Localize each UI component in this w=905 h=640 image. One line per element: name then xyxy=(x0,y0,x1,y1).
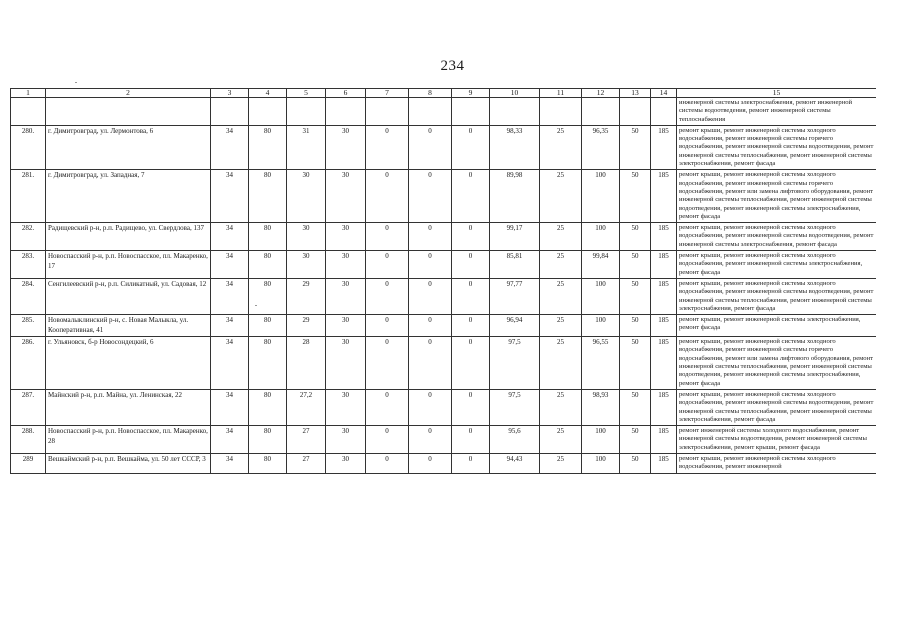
table-row xyxy=(11,251,877,279)
col-3-value: 34 xyxy=(211,278,249,314)
col-8-value: 0 xyxy=(409,278,452,314)
col-14-value: 185 xyxy=(651,453,677,473)
col-header: 5 xyxy=(287,89,326,98)
col-6-value: 30 xyxy=(326,453,366,473)
col-7-value: 0 xyxy=(366,251,409,279)
col-14-value: 185 xyxy=(651,337,677,390)
col-3-value: 34 xyxy=(211,337,249,390)
col-12-value: 99,84 xyxy=(582,251,620,279)
col-11-value: 25 xyxy=(540,125,582,169)
col-8-value: 0 xyxy=(409,223,452,251)
col-header: 14 xyxy=(651,89,677,98)
col-3-value: 34 xyxy=(211,315,249,337)
continuation-row xyxy=(11,98,877,126)
col-12-value: 96,35 xyxy=(582,125,620,169)
col-4-value: 80 xyxy=(249,251,287,279)
col-5-value: 31 xyxy=(287,125,326,169)
col-header: 15 xyxy=(677,89,877,98)
col-7-value: 0 xyxy=(366,170,409,223)
col-10-value: 97,5 xyxy=(490,389,540,425)
col-5-value: 30 xyxy=(287,251,326,279)
row-number: 289 xyxy=(11,453,46,473)
col-14-value: 185 xyxy=(651,426,677,454)
row-number: 288. xyxy=(11,426,46,454)
col-3-value: 34 xyxy=(211,251,249,279)
col-13-value: 50 xyxy=(620,170,651,223)
column-number-row xyxy=(11,89,877,98)
continuation-text: инженерной системы электроснабжения, ремонт инженерной системы водоотведения, ремонт инженерной системы теплоснабжения xyxy=(677,98,877,126)
col-11-value: 25 xyxy=(540,170,582,223)
address: Майнский р-н, р.п. Майна, ул. Ленинская, 22 xyxy=(46,389,211,425)
col-11-value: 25 xyxy=(540,251,582,279)
col-10-value: 98,33 xyxy=(490,125,540,169)
col-5-value: 27,2 xyxy=(287,389,326,425)
col-header: 13 xyxy=(620,89,651,98)
col-3-value: 34 xyxy=(211,453,249,473)
col-13-value: 50 xyxy=(620,389,651,425)
col-12-value: 100 xyxy=(582,223,620,251)
col-10-value: 89,98 xyxy=(490,170,540,223)
col-11-value: 25 xyxy=(540,315,582,337)
col-3-value: 34 xyxy=(211,426,249,454)
col-header: 3 xyxy=(211,89,249,98)
col-header: 12 xyxy=(582,89,620,98)
address: Новоспасский р-н, р.п. Новоспасское, пл. Макаренко, 17 xyxy=(46,251,211,279)
col-4-value: 80 xyxy=(249,125,287,169)
col-5-value: 29 xyxy=(287,278,326,314)
table-row xyxy=(11,278,877,314)
col-13-value: 50 xyxy=(620,453,651,473)
col-7-value: 0 xyxy=(366,389,409,425)
col-6-value: 30 xyxy=(326,426,366,454)
col-12-value: 100 xyxy=(582,426,620,454)
col-10-value: 97,77 xyxy=(490,278,540,314)
col-4-value: 80 xyxy=(249,453,287,473)
col-12-value: 100 xyxy=(582,170,620,223)
address: г. Ульяновск, б-р Новосондецкий, 6 xyxy=(46,337,211,390)
scan-speck xyxy=(75,82,77,83)
works-list: ремонт крыши, ремонт инженерной системы холодного водоснабжения, ремонт инженерной системы горячего водоснабжения, ремонт или замена лифтового оборудования, ремонт инженерной системы теплоснабжения, ремонт инженерной системы водоотведения, ремонт инженерной системы электроснабжения, ремонт фасада xyxy=(677,337,877,390)
address: Вешкаймский р-н, р.п. Вешкайма, ул. 50 лет СССР, 3 xyxy=(46,453,211,473)
works-list: ремонт крыши, ремонт инженерной системы холодного водоснабжения, ремонт инженерной xyxy=(677,453,877,473)
col-6-value: 30 xyxy=(326,278,366,314)
works-list: ремонт крыши, ремонт инженерной системы холодного водоснабжения, ремонт инженерной системы водоотведения, ремонт инженерной системы электроснабжения, ремонт фасада xyxy=(677,223,877,251)
col-7-value: 0 xyxy=(366,426,409,454)
col-13-value: 50 xyxy=(620,278,651,314)
col-8-value: 0 xyxy=(409,315,452,337)
col-7-value: 0 xyxy=(366,223,409,251)
col-4-value: 80 xyxy=(249,170,287,223)
col-4-value: 80 xyxy=(249,223,287,251)
col-header: 7 xyxy=(366,89,409,98)
col-10-value: 99,17 xyxy=(490,223,540,251)
col-5-value: 30 xyxy=(287,223,326,251)
col-9-value: 0 xyxy=(452,426,490,454)
row-number: 282. xyxy=(11,223,46,251)
col-7-value: 0 xyxy=(366,278,409,314)
col-header: 1 xyxy=(11,89,46,98)
col-3-value: 34 xyxy=(211,389,249,425)
col-11-value: 25 xyxy=(540,426,582,454)
col-14-value: 185 xyxy=(651,278,677,314)
row-number: 284. xyxy=(11,278,46,314)
repair-program-table xyxy=(10,88,876,474)
col-6-value: 30 xyxy=(326,337,366,390)
col-6-value: 30 xyxy=(326,315,366,337)
col-11-value: 25 xyxy=(540,223,582,251)
col-6-value: 30 xyxy=(326,223,366,251)
works-list: ремонт инженерной системы холодного водоснабжения, ремонт инженерной системы водоотведения, ремонт инженерной системы электроснабжения, ремонт крыши, ремонт фасада xyxy=(677,426,877,454)
col-11-value: 25 xyxy=(540,278,582,314)
col-12-value: 100 xyxy=(582,453,620,473)
col-12-value: 96,55 xyxy=(582,337,620,390)
table-row xyxy=(11,426,877,454)
col-5-value: 28 xyxy=(287,337,326,390)
col-6-value: 30 xyxy=(326,251,366,279)
col-5-value: 27 xyxy=(287,426,326,454)
col-3-value: 34 xyxy=(211,223,249,251)
col-10-value: 95,6 xyxy=(490,426,540,454)
col-13-value: 50 xyxy=(620,426,651,454)
col-4-value: 80 xyxy=(249,426,287,454)
col-4-value: 80 xyxy=(249,315,287,337)
col-9-value: 0 xyxy=(452,223,490,251)
col-13-value: 50 xyxy=(620,315,651,337)
row-number: 283. xyxy=(11,251,46,279)
works-list: ремонт крыши, ремонт инженерной системы холодного водоснабжения, ремонт инженерной системы водоотведения, ремонт инженерной системы теплоснабжения, ремонт инженерной системы электроснабжения, ремонт фасада xyxy=(677,278,877,314)
address: г. Димитровград, ул. Западная, 7 xyxy=(46,170,211,223)
col-7-value: 0 xyxy=(366,453,409,473)
col-6-value: 30 xyxy=(326,389,366,425)
col-9-value: 0 xyxy=(452,278,490,314)
works-list: ремонт крыши, ремонт инженерной системы холодного водоснабжения, ремонт инженерной системы горячего водоснабжения, ремонт инженерной системы водоотведения, ремонт инженерной системы теплоснабжения, ремонт инженерной системы электроснабжения, ремонт фасада xyxy=(677,125,877,169)
col-9-value: 0 xyxy=(452,389,490,425)
col-9-value: 0 xyxy=(452,251,490,279)
address: Новоспасский р-н, р.п. Новоспасское, пл. Макаренко, 28 xyxy=(46,426,211,454)
col-12-value: 100 xyxy=(582,278,620,314)
col-header: 4 xyxy=(249,89,287,98)
col-7-value: 0 xyxy=(366,337,409,390)
col-13-value: 50 xyxy=(620,125,651,169)
table-frame xyxy=(10,88,876,608)
col-header: 9 xyxy=(452,89,490,98)
col-6-value: 30 xyxy=(326,125,366,169)
table-row xyxy=(11,389,877,425)
works-list: ремонт крыши, ремонт инженерной системы холодного водоснабжения, ремонт инженерной системы электроснабжения, ремонт фасада xyxy=(677,251,877,279)
col-14-value: 185 xyxy=(651,389,677,425)
col-13-value: 50 xyxy=(620,337,651,390)
col-8-value: 0 xyxy=(409,170,452,223)
col-5-value: 30 xyxy=(287,170,326,223)
col-11-value: 25 xyxy=(540,453,582,473)
col-9-value: 0 xyxy=(452,337,490,390)
col-8-value: 0 xyxy=(409,125,452,169)
address: Радищевский р-н, р.п. Радищево, ул. Свердлова, 137 xyxy=(46,223,211,251)
row-number: 287. xyxy=(11,389,46,425)
table-row xyxy=(11,223,877,251)
col-12-value: 100 xyxy=(582,315,620,337)
col-6-value: 30 xyxy=(326,170,366,223)
works-list: ремонт крыши, ремонт инженерной системы холодного водоснабжения, ремонт инженерной системы горячего водоснабжения, ремонт или замена лифтового оборудования, ремонт инженерной системы теплоснабжения, ремонт инженерной системы водоотведения, ремонт инженерной системы электроснабжения, ремонт фасада xyxy=(677,170,877,223)
col-14-value: 185 xyxy=(651,251,677,279)
col-10-value: 94,43 xyxy=(490,453,540,473)
col-7-value: 0 xyxy=(366,315,409,337)
col-header: 6 xyxy=(326,89,366,98)
address: Новомалыклинский р-н, с. Новая Малыкла, ул. Кооперативная, 41 xyxy=(46,315,211,337)
col-14-value: 185 xyxy=(651,315,677,337)
works-list: ремонт крыши, ремонт инженерной системы электроснабжения, ремонт фасада xyxy=(677,315,877,337)
col-14-value: 185 xyxy=(651,223,677,251)
table-row xyxy=(11,125,877,169)
row-number: 285. xyxy=(11,315,46,337)
col-3-value: 34 xyxy=(211,170,249,223)
col-9-value: 0 xyxy=(452,453,490,473)
col-13-value: 50 xyxy=(620,223,651,251)
col-11-value: 25 xyxy=(540,337,582,390)
col-8-value: 0 xyxy=(409,337,452,390)
row-number: 286. xyxy=(11,337,46,390)
col-header: 11 xyxy=(540,89,582,98)
col-8-value: 0 xyxy=(409,251,452,279)
col-13-value: 50 xyxy=(620,251,651,279)
col-10-value: 97,5 xyxy=(490,337,540,390)
col-7-value: 0 xyxy=(366,125,409,169)
col-header: 10 xyxy=(490,89,540,98)
table-row xyxy=(11,453,877,473)
col-8-value: 0 xyxy=(409,426,452,454)
table-row xyxy=(11,337,877,390)
col-header: 2 xyxy=(46,89,211,98)
col-12-value: 98,93 xyxy=(582,389,620,425)
col-14-value: 185 xyxy=(651,170,677,223)
row-number: 280. xyxy=(11,125,46,169)
col-9-value: 0 xyxy=(452,125,490,169)
col-4-value: 80 xyxy=(249,278,287,314)
col-3-value: 34 xyxy=(211,125,249,169)
table-row xyxy=(11,315,877,337)
col-5-value: 27 xyxy=(287,453,326,473)
col-9-value: 0 xyxy=(452,170,490,223)
col-14-value: 185 xyxy=(651,125,677,169)
page-number: 234 xyxy=(440,58,465,74)
table-row xyxy=(11,170,877,223)
col-header: 8 xyxy=(409,89,452,98)
row-number: 281. xyxy=(11,170,46,223)
col-4-value: 80 xyxy=(249,389,287,425)
col-4-value: 80 xyxy=(249,337,287,390)
col-9-value: 0 xyxy=(452,315,490,337)
col-10-value: 85,81 xyxy=(490,251,540,279)
col-8-value: 0 xyxy=(409,453,452,473)
works-list: ремонт крыши, ремонт инженерной системы холодного водоснабжения, ремонт инженерной системы водоотведения, ремонт инженерной системы теплоснабжения, ремонт инженерной системы электроснабжения, ремонт фасада xyxy=(677,389,877,425)
address: Сенгилеевский р-н, р.п. Силикатный, ул. Садовая, 12 xyxy=(46,278,211,314)
col-8-value: 0 xyxy=(409,389,452,425)
col-11-value: 25 xyxy=(540,389,582,425)
col-10-value: 96,94 xyxy=(490,315,540,337)
col-5-value: 29 xyxy=(287,315,326,337)
address: г. Димитровград, ул. Лермонтова, 6 xyxy=(46,125,211,169)
